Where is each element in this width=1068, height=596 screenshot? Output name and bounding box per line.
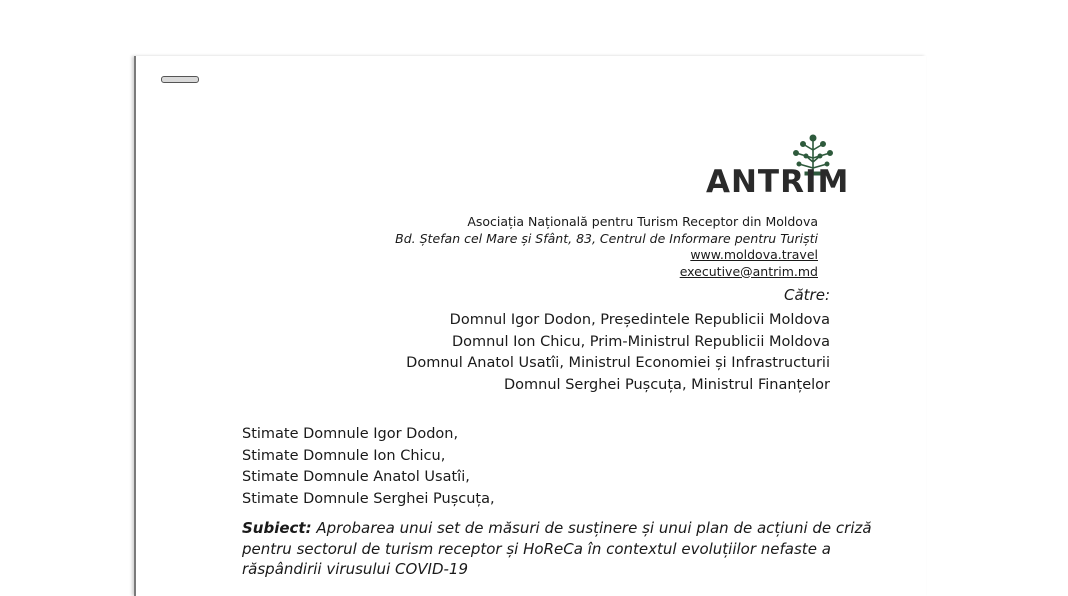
org-name: Asociația Națională pentru Turism Receptor din Moldova	[467, 214, 818, 229]
subject-label: Subiect:	[242, 519, 312, 537]
org-address: Bd. Ștefan cel Mare și Sfânt, 83, Centrul de Informare pentru Turiști	[395, 230, 818, 246]
subject-text-line: pentru sectorul de turism receptor și HoReCa în contextul evoluțiilor nefaste a	[242, 539, 831, 558]
recipients-heading: Către:	[784, 286, 830, 304]
org-website-link[interactable]: www.moldova.travel	[690, 247, 818, 262]
salutation-line: Stimate Domnule Igor Dodon,	[242, 426, 459, 442]
salutation-line: Stimate Domnule Serghei Pușcuța,	[242, 490, 495, 507]
salutation-line: Stimate Domnule Anatol Usatîi,	[242, 469, 470, 485]
subject-text-line: Aprobarea unui set de măsuri de susținere și unui plan de acțiuni de criză	[316, 519, 872, 537]
recipient-line: Domnul Igor Dodon, Președintele Republicii Moldova	[449, 312, 830, 328]
recipient-line: Domnul Ion Chicu, Prim-Ministrul Republicii Moldova	[451, 333, 830, 350]
antrim-logo	[706, 134, 850, 204]
subject-block	[242, 518, 872, 580]
recipient-line: Domnul Serghei Pușcuța, Ministrul Finanțelor	[504, 376, 830, 393]
org-email-link[interactable]: executive@antrim.md	[679, 263, 818, 279]
staple-mark	[161, 76, 199, 83]
subject-text-line: răspândirii virusului COVID-19	[242, 560, 469, 578]
recipient-line: Domnul Anatol Usatîi, Ministrul Economiei și Infrastructurii	[406, 355, 830, 371]
recipients-list	[406, 310, 830, 396]
salutation-list	[242, 424, 495, 510]
salutation-line: Stimate Domnule Ion Chicu,	[242, 447, 446, 464]
sender-block	[395, 214, 818, 280]
logo-text: ANTRIM	[706, 164, 850, 200]
